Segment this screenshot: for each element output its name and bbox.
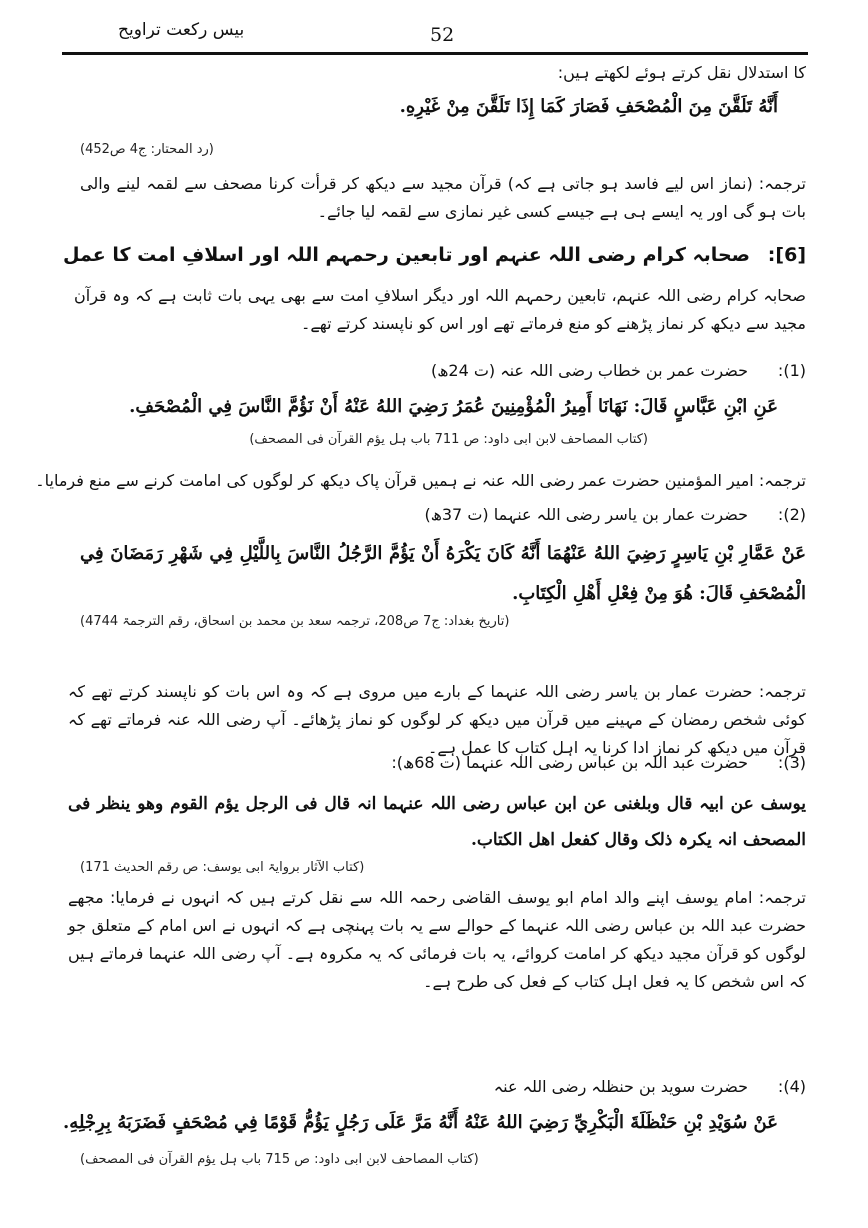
intro-arabic: أَنَّهُ تَلَقَّنَ مِنَ الْمُصْحَفِ فَصَارَ كَمَا إِذَا تَلَقَّنَ مِنْ غَيْرِهِ.	[399, 96, 778, 117]
item-3-number: (3):	[777, 753, 806, 772]
intro-translation: ترجمہ: (نماز اس لیے فاسد ہو جاتی ہے کہ) قرآن مجید سے دیکھ کر قرأت کرنا مصحف سے لقمہ لینے والی بات ہو گی اور یہ ایسے ہی ہے جیسے کسی غیر نمازی سے لقمہ لیا جائے۔	[80, 174, 806, 221]
item-2-person: حضرت عمار بن یاسر رضی اللہ عنہما (ت 37ھ)	[424, 505, 748, 524]
item-2-number: (2):	[777, 505, 806, 524]
item-3-translation: ترجمہ: امام یوسف اپنے والد امام ابو یوسف القاضی رحمہ اللہ سے نقل کرتے ہیں کہ انہوں نے فرمایا: مجھے حضرت عبد اللہ بن عباس رضی اللہ عنہما کے حوالے سے یہ بات پہنچی ہے کہ انہوں نے اس امام کے متعلق جو لوگوں کو قرآن مجید دیکھ کر امامت کروائے، یہ بات فرمائی کہ یہ مکروہ ہے۔ آپ رضی اللہ عنہما فرماتے ہیں کہ اس شخص کا یہ فعل اہل کتاب کے فعل کی طرح ہے۔	[68, 888, 806, 991]
item-2-translation: ترجمہ: حضرت عمار بن یاسر رضی اللہ عنہما کے بارے میں مروی ہے کہ وہ اس بات کو ناپسند کرتے تھے کہ کوئی شخص رمضان کے مہینے میں قرآن میں دیکھ کر لوگوں کو نماز پڑھائے۔ آپ رضی اللہ عنہ فرماتے تھے کہ قرآن میں دیکھ کر نماز ادا کرنا یہ اہل کتاب کا عمل ہے۔	[68, 682, 806, 757]
intro-line: کا استدلال نقل کرتے ہوئے لکھتے ہیں:	[557, 63, 806, 82]
section-title: صحابہ کرام رضی اللہ عنہم اور تابعین رحمہم اللہ اور اسلافِ امت کا عمل	[63, 244, 750, 266]
item-4-reference: (کتاب المصاحف لابن ابی داود: ص 715 باب ہل یؤم القرآن فی المصحف)	[80, 1152, 479, 1167]
item-4-arabic: عَنْ سُوَيْدِ بْنِ حَنْظَلَةَ الْبَكْرِيِّ رَضِيَ اللهُ عَنْهُ أَنَّهُ مَرَّ عَلَى رَجُلٍ يَؤُمُّ قَوْمًا فِي مُصْحَفٍ فَضَرَبَهُ بِرِجْلِهِ.	[63, 1112, 778, 1133]
header-rule	[62, 52, 808, 55]
item-1-number: (1):	[777, 361, 806, 380]
page-number: 52	[430, 24, 455, 46]
item-4-person: حضرت سوید بن حنظلہ رضی اللہ عنہ	[493, 1077, 748, 1096]
section-intro: صحابہ کرام رضی اللہ عنہم، تابعین رحمہم اللہ اور دیگر اسلافِ امت سے بھی یہی بات ثابت ہے کہ وہ قرآن مجید سے دیکھ کر نماز پڑھنے کو منع فرماتے تھے اور اس کو ناپسند کرتے تھے۔	[74, 286, 806, 333]
intro-reference: (رد المحتار: ج4 ص452)	[80, 142, 214, 157]
item-2-reference: (تاریخ بغداد: ج7 ص208، ترجمہ سعد بن محمد بن اسحاق، رقم الترجمۃ 4744)	[80, 614, 510, 629]
item-1-arabic: عَنِ ابْنِ عَبَّاسٍ قَالَ: نَهَانَا أَمِيرُ الْمُؤْمِنِينَ عُمَرُ رَضِيَ اللهُ عَنْهُ أَنْ نَؤُمَّ النَّاسَ فِي الْمُصْحَفِ.	[129, 396, 778, 417]
item-1-translation: ترجمہ: امیر المؤمنین حضرت عمر رضی اللہ عنہ نے ہمیں قرآن پاک دیکھ کر لوگوں کی امامت کرنے سے منع فرمایا۔	[35, 471, 806, 490]
item-1-person: حضرت عمر بن خطاب رضی اللہ عنہ (ت 24ھ)	[430, 361, 748, 380]
item-3-person: حضرت عبد اللہ بن عباس رضی اللہ عنہما (ت 68ھ):	[391, 753, 748, 772]
section-number: [6]:	[767, 244, 806, 266]
item-3-reference: (کتاب الآثار بروایۃ ابی یوسف: ص رقم الحدیث 171)	[80, 860, 365, 875]
running-header-title: بیس رکعت تراویح	[118, 20, 245, 40]
item-3-arabic: یوسف عن ابیہ قال وبلغنی عن ابن عباس رضی اللہ عنہما انہ قال فی الرجل یؤم القوم وھو ینظر فی المصحف انہ یکرہ ذلک وقال کفعل اھل الکتاب.	[68, 794, 806, 850]
item-4-number: (4):	[777, 1077, 806, 1096]
item-2-arabic: عَنْ عَمَّارِ بْنِ يَاسِرٍ رَضِيَ اللهُ عَنْهُمَا أَنَّهُ كَانَ يَكْرَهُ أَنْ يَؤُمَّ الرَّجُلُ النَّاسَ بِاللَّيْلِ فِي شَهْرِ رَمَضَانَ فِي الْمُصْحَفِ قَالَ: هُوَ مِنْ فِعْلِ أَهْلِ الْكِتَابِ.	[80, 543, 806, 604]
item-1-reference: (کتاب المصاحف لابن ابی داود: ص 711 باب ہل یؤم القرآن فی المصحف)	[249, 432, 648, 447]
